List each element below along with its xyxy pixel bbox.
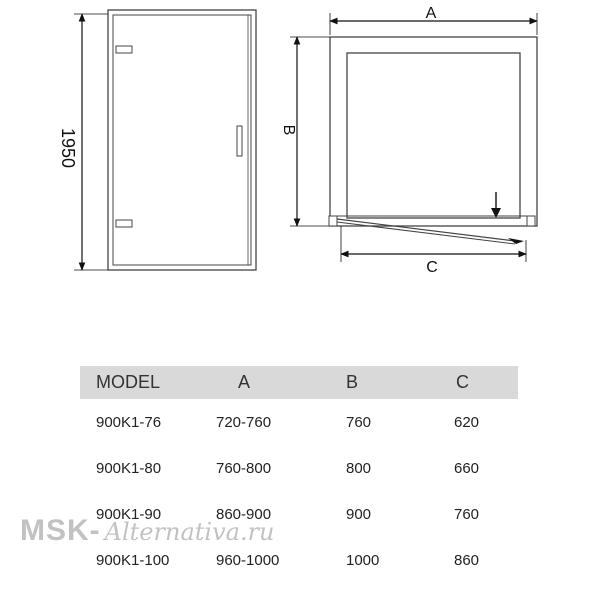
model-cell: 900K1-90 bbox=[96, 505, 162, 523]
table-row bbox=[80, 445, 518, 491]
front-view bbox=[58, 10, 256, 270]
c-cell: 660 bbox=[454, 459, 480, 477]
header-c: C bbox=[456, 372, 469, 392]
dim-b-label: B bbox=[280, 124, 297, 136]
door-hinge-bottom bbox=[116, 220, 132, 227]
dim-c-label: C bbox=[426, 259, 438, 276]
height-label: 1950 bbox=[58, 127, 78, 169]
b-cell: 800 bbox=[346, 459, 372, 477]
swing-arrow bbox=[491, 192, 501, 218]
c-cell: 760 bbox=[454, 505, 480, 523]
watermark bbox=[20, 514, 275, 548]
tray-outer bbox=[330, 37, 537, 226]
a-cell: 860-900 bbox=[216, 505, 272, 523]
model-cell: 900K1-80 bbox=[96, 459, 162, 477]
spec-table bbox=[80, 366, 518, 583]
model-cell: 900K1-76 bbox=[96, 413, 162, 431]
height-dimension-line bbox=[74, 14, 108, 270]
a-cell: 960-1000 bbox=[216, 551, 280, 569]
dim-a-label: A bbox=[425, 5, 437, 22]
table-header bbox=[80, 366, 518, 399]
watermark-brand: MSK- bbox=[20, 514, 101, 547]
b-cell: 1000 bbox=[346, 551, 380, 569]
b-cell: 900 bbox=[346, 505, 372, 523]
door-hinge-top bbox=[116, 46, 132, 53]
c-cell: 860 bbox=[454, 551, 480, 569]
door-frame-inner bbox=[113, 15, 251, 265]
plan-view bbox=[280, 5, 537, 276]
header-a: A bbox=[238, 372, 251, 392]
c-cell: 620 bbox=[454, 413, 480, 431]
header-model: MODEL bbox=[96, 372, 161, 392]
door-handle bbox=[237, 126, 242, 156]
table-row bbox=[80, 399, 518, 445]
header-b: B bbox=[346, 372, 359, 392]
tray-inner bbox=[347, 53, 520, 218]
b-cell: 760 bbox=[346, 413, 372, 431]
a-cell: 760-800 bbox=[216, 459, 272, 477]
door-panel-plan bbox=[329, 216, 535, 244]
model-cell: 900K1-100 bbox=[96, 551, 170, 569]
watermark-script: Alternativa.ru bbox=[104, 518, 275, 546]
a-cell: 720-760 bbox=[216, 413, 272, 431]
